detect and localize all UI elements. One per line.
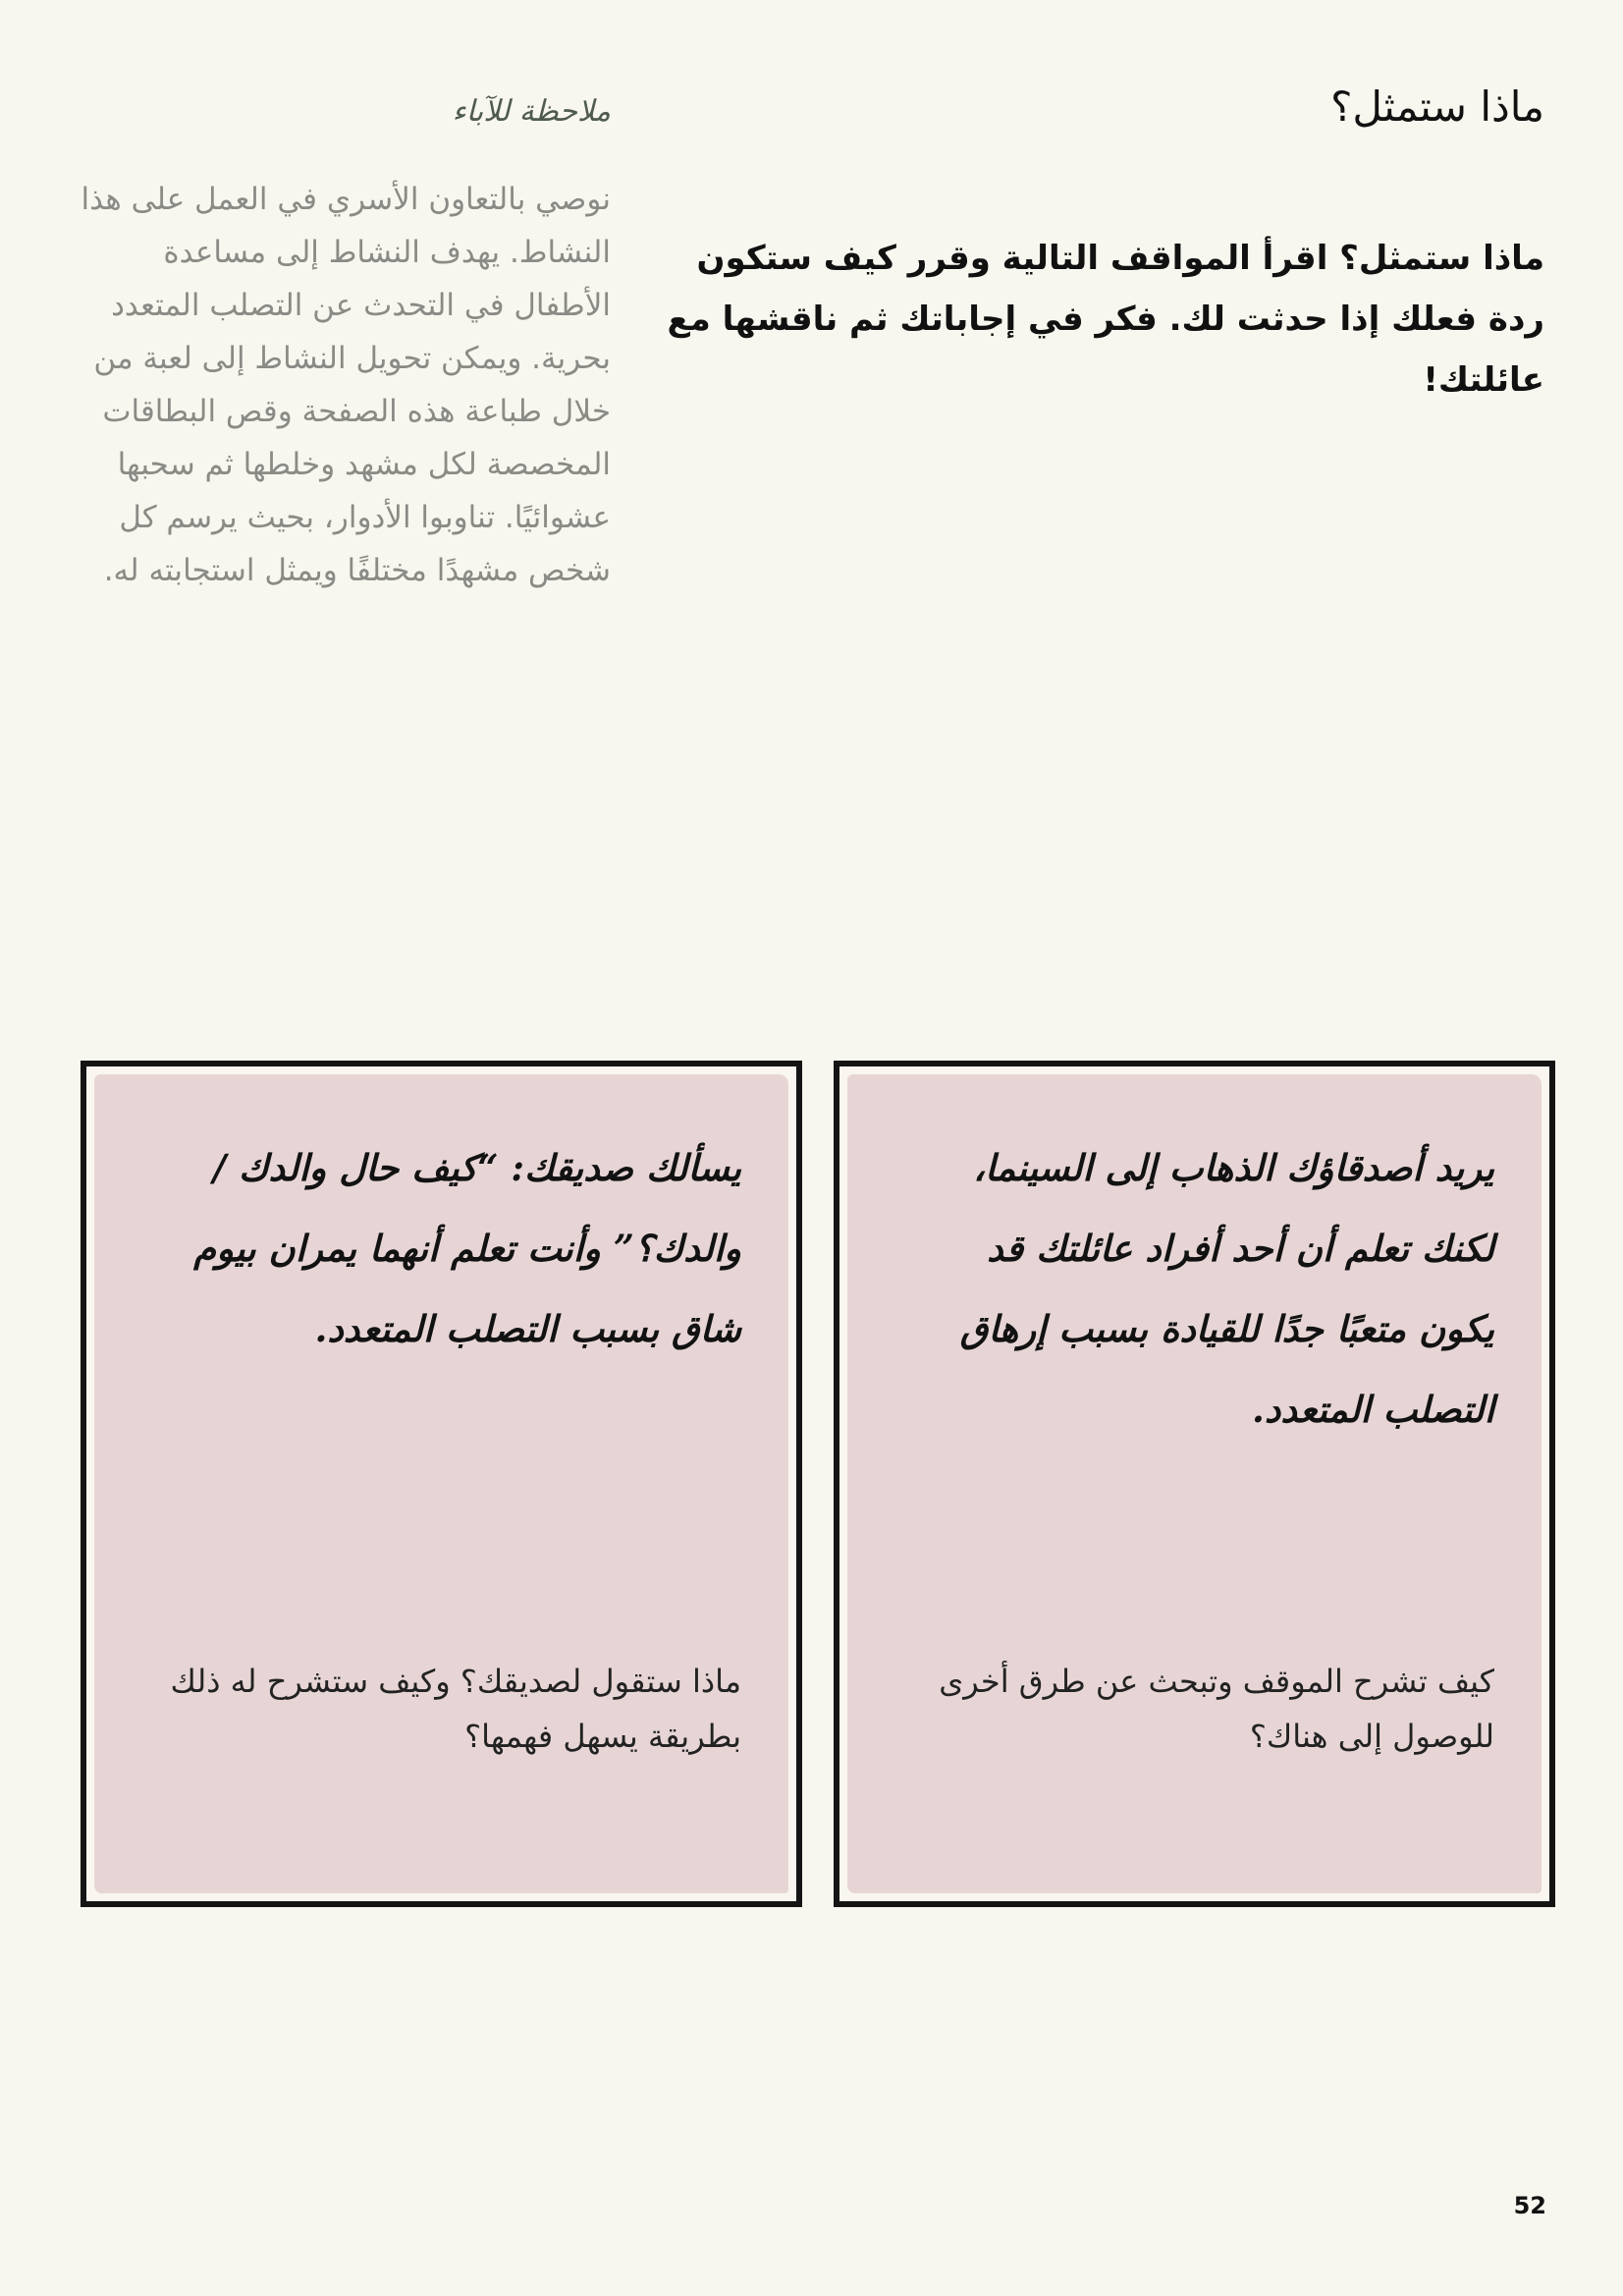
scenario-text: يسألك صديقك: “كيف حال والدك / والدك؟” وأنت تعلم أنهما يمران بيوم شاق بسبب التصلب المتعدد. — [193, 1146, 741, 1350]
scenario-question: كيف تشرح الموقف وتبحث عن طرق أخرى للوصول إلى هناك؟ — [939, 1663, 1494, 1755]
page-number: 52 — [1513, 2192, 1546, 2219]
scenario-question: ماذا ستقول لصديقك؟ وكيف ستشرح له ذلك بطريقة يسهل فهمها؟ — [170, 1663, 741, 1755]
activity-instructions: ماذا ستمثل؟ اقرأ المواقف التالية وقرر كيف ستكون ردة فعلك إذا حدثت لك. فكر في إجاباتك ثم ناقشها مع عائلتك! — [667, 239, 1544, 400]
scenario-text: يريد أصدقاؤك الذهاب إلى السينما، لكنك تعلم أن أحد أفراد عائلتك قد يكون متعبًا جدًا للقيادة بسبب إرهاق التصلب المتعدد. — [959, 1146, 1494, 1431]
scenario-card-friend-question — [81, 1061, 802, 1907]
parent-note-title: ملاحظة للآباء — [452, 94, 611, 129]
page-title: ماذا ستمثل؟ — [1330, 82, 1544, 131]
parent-note-body: نوصي بالتعاون الأسري في العمل على هذا النشاط. يهدف النشاط إلى مساعدة الأطفال في التحدث عن التصلب المتعدد بحرية. ويمكن تحويل النشاط إلى لعبة من خلال طباعة هذه الصفحة وقص البطاقات المخصصة لكل مشهد وخلطها ثم سحبها عشوائيًا. تناوبوا الأدوار، بحيث يرسم كل شخص مشهدًا مختلفًا ويمثل استجابته له. — [81, 182, 611, 588]
scenario-card-cinema — [834, 1061, 1555, 1907]
